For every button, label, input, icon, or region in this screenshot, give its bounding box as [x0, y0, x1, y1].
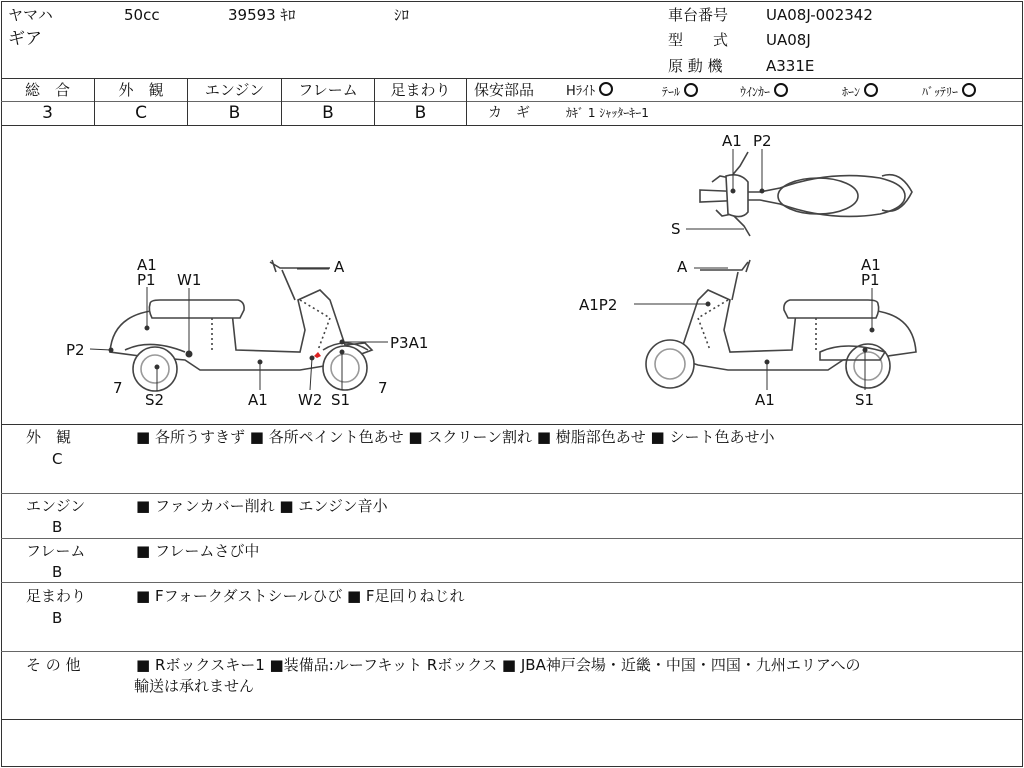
- divider: [1, 424, 1022, 425]
- safety-item-winker: [740, 83, 788, 100]
- grade-exterior-label: 外 観: [118, 81, 164, 99]
- type-value: UA08J: [766, 31, 811, 49]
- label-left-p2: P2: [66, 341, 85, 359]
- label-top-s: S: [671, 220, 681, 238]
- grade-frame-value: B: [322, 103, 334, 123]
- note-other-category: そ の 他: [26, 656, 81, 674]
- leader-lines-top: [686, 149, 764, 229]
- safety-item-label: ﾃｰﾙ: [662, 85, 681, 99]
- label-left-7-right: 7: [378, 379, 388, 397]
- label-right-a1-bottom: A1: [755, 391, 775, 409]
- keys-value: ｶｷﾞ 1 ｼｬｯﾀｰｷｰ1: [566, 106, 649, 120]
- label-right-p1: P1: [861, 271, 880, 289]
- frame-no: UA08J-002342: [766, 6, 873, 24]
- grade-frame-label: フレーム: [298, 81, 358, 99]
- safety-item-label: ﾎｰﾝ: [842, 85, 861, 99]
- frame-no-label: 車台番号: [668, 6, 729, 24]
- ok-circle-icon: [684, 83, 698, 97]
- grade-exterior-value: C: [135, 103, 147, 123]
- label-right-a1: A1: [861, 256, 881, 274]
- grade-suspension-value: B: [414, 103, 427, 123]
- grade-engine-label: エンジン: [204, 81, 265, 99]
- divider: [1, 493, 1022, 494]
- divider: [1, 582, 1022, 583]
- label-left-w1: W1: [177, 271, 202, 289]
- safety-item-horn: [842, 83, 878, 100]
- label-right-a1p2: A1P2: [579, 296, 618, 314]
- label-left-7-left: 7: [113, 379, 123, 397]
- label-right-a: A: [677, 258, 688, 276]
- ok-circle-icon: [962, 83, 976, 97]
- ok-circle-icon: [864, 83, 878, 97]
- ok-circle-icon: [774, 83, 788, 97]
- label-top-a1: A1: [722, 132, 742, 150]
- note-frame-text: ■ フレームさび中: [136, 542, 260, 560]
- keys-label: カ ギ: [488, 105, 530, 121]
- engine-label: 原 動 機: [668, 57, 723, 75]
- displacement: 50cc: [124, 6, 160, 24]
- ok-circle-icon: [599, 82, 613, 96]
- label-top-p2: P2: [753, 132, 772, 150]
- divider: [1, 719, 1022, 720]
- divider: [1, 651, 1022, 652]
- grade-overall-label: 総 合: [24, 81, 70, 99]
- label-left-a1-top: A1: [137, 256, 157, 274]
- safety-item-tail: [662, 83, 698, 100]
- safety-item-label: ﾊﾞｯﾃﾘｰ: [922, 85, 959, 99]
- note-exterior-grade: C: [52, 450, 63, 468]
- divider: [467, 101, 1022, 102]
- label-left-s1: S1: [331, 391, 351, 409]
- note-other-text-line2: 輸送は承れません: [134, 677, 255, 695]
- label-left-p1: P1: [137, 271, 156, 289]
- grade-overall-value: 3: [42, 103, 53, 123]
- label-left-w2: W2: [298, 391, 323, 409]
- divider: [466, 78, 467, 125]
- maker: ヤマハ: [8, 6, 53, 24]
- note-suspension-text: ■ Fフォークダストシールひび ■ F足回りねじれ: [136, 587, 465, 605]
- safety-item-headlight: [566, 82, 613, 100]
- safety-item-label: Hﾗｲﾄ: [566, 84, 596, 99]
- note-frame-grade: B: [52, 563, 63, 581]
- label-left-a: A: [334, 258, 345, 276]
- engine-value: A331E: [766, 57, 815, 75]
- note-other-text: ■ Rボックスキー1 ■装備品:ルーフキット Rボックス ■ JBA神戸会場・近畿・中国・四国・九州エリアへの: [136, 656, 861, 674]
- note-suspension-grade: B: [52, 609, 63, 627]
- divider: [1, 78, 1022, 79]
- safety-item-label: ｳｲﾝｶｰ: [740, 85, 771, 99]
- safety-label: 保安部品: [474, 81, 535, 99]
- type-label: 型 式: [668, 31, 729, 49]
- model-name: ギア: [8, 29, 42, 49]
- grade-engine-value: B: [228, 103, 241, 123]
- scooter-top-view: [700, 152, 912, 236]
- note-suspension-category: 足まわり: [26, 587, 87, 605]
- grade-suspension-label: 足まわり: [390, 81, 451, 99]
- note-exterior-category: 外 観: [26, 428, 72, 446]
- label-left-a1-bottom: A1: [248, 391, 268, 409]
- divider: [1, 101, 467, 102]
- label-right-s1: S1: [855, 391, 875, 409]
- color: ｼﾛ: [394, 6, 410, 24]
- note-frame-category: フレーム: [26, 542, 86, 560]
- safety-item-battery: [922, 83, 976, 100]
- note-engine-text: ■ ファンカバー削れ ■ エンジン音小: [136, 497, 388, 515]
- label-left-p3a1: P3A1: [390, 334, 429, 352]
- note-engine-grade: B: [52, 518, 63, 536]
- label-left-s2: S2: [145, 391, 165, 409]
- note-engine-category: エンジン: [26, 497, 86, 515]
- divider: [1, 538, 1022, 539]
- note-exterior-text: ■ 各所うすきず ■ 各所ペイント色あせ ■ スクリーン割れ ■ 樹脂部色あせ ■ シート色あせ小: [136, 428, 775, 446]
- mileage: 39593 ｷﾛ: [228, 6, 296, 24]
